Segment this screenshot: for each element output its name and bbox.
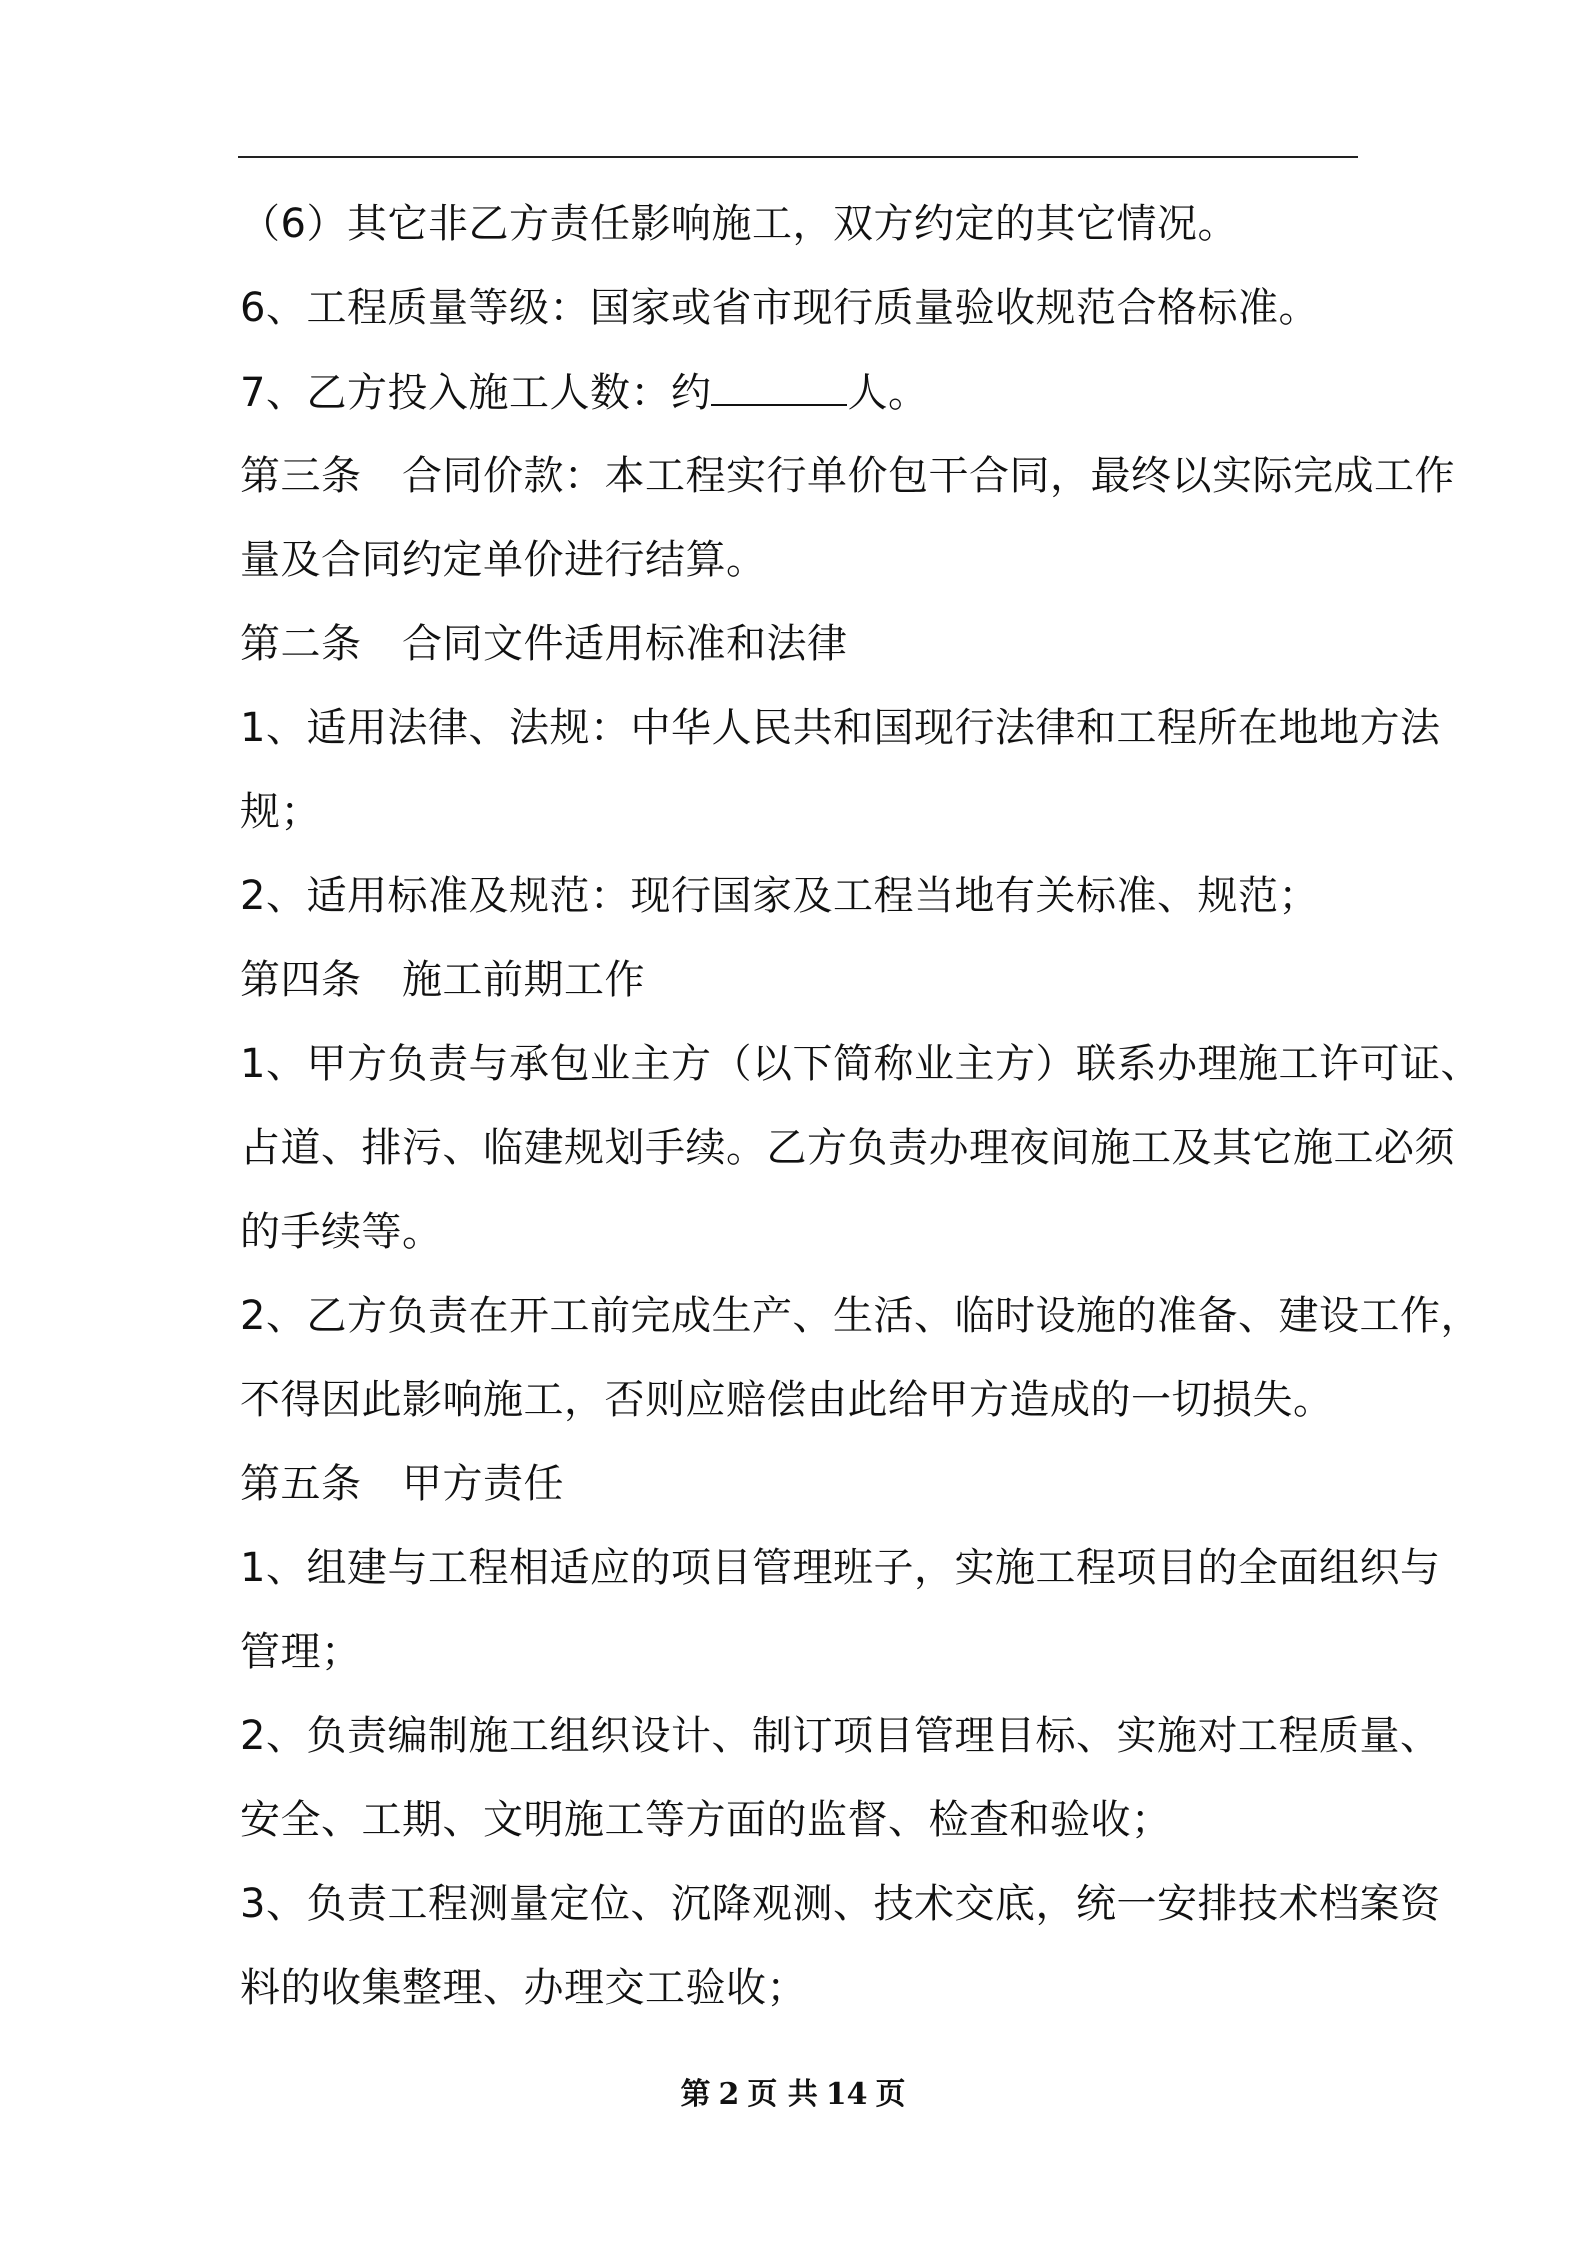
text-line: 不得因此影响施工，否则应赔偿由此给甲方造成的一切损失。 xyxy=(240,1377,1334,1423)
text-line: 1、组建与工程相适应的项目管理班子，实施工程项目的全面组织与 xyxy=(240,1545,1441,1591)
footer-suffix: 页 xyxy=(875,2077,906,2112)
text-segment: 7、乙方投入施工人数：约 xyxy=(240,370,712,416)
text-segment: 人。 xyxy=(847,370,929,416)
section-heading: 第五条 甲方责任 xyxy=(240,1461,564,1507)
text-line: 1、适用法律、法规：中华人民共和国现行法律和工程所在地地方法 xyxy=(240,705,1441,751)
text-line: 管理； xyxy=(240,1629,362,1675)
page-footer xyxy=(0,2077,1586,2113)
text-line: 料的收集整理、办理交工验收； xyxy=(240,1965,807,2011)
text-line: 3、负责工程测量定位、沉降观测、技术交底，统一安排技术档案资 xyxy=(240,1881,1441,1927)
total-page-count: 14 xyxy=(825,2077,868,2112)
fill-in-blank[interactable] xyxy=(711,368,847,406)
text-line: 2、适用标准及规范：现行国家及工程当地有关标准、规范； xyxy=(240,873,1319,919)
text-line: 的手续等。 xyxy=(240,1209,443,1255)
text-line: 安全、工期、文明施工等方面的监督、检查和验收； xyxy=(240,1797,1172,1843)
text-line: 2、乙方负责在开工前完成生产、生活、临时设施的准备、建设工作， xyxy=(240,1293,1481,1339)
text-line: 量及合同约定单价进行结算。 xyxy=(240,537,767,583)
text-line: （6）其它非乙方责任影响施工，双方约定的其它情况。 xyxy=(240,201,1238,247)
text-line: 6、工程质量等级：国家或省市现行质量验收规范合格标准。 xyxy=(240,285,1319,331)
current-page-number: 2 xyxy=(718,2077,740,2112)
text-line: 占道、排污、临建规划手续。乙方负责办理夜间施工及其它施工必须 xyxy=(240,1125,1455,1171)
section-heading: 第四条 施工前期工作 xyxy=(240,957,645,1003)
text-line: 2、负责编制施工组织设计、制订项目管理目标、实施对工程质量、 xyxy=(240,1713,1441,1759)
footer-mid: 页 共 xyxy=(747,2077,818,2112)
text-line: 第三条 合同价款：本工程实行单价包干合同，最终以实际完成工作 xyxy=(240,453,1455,499)
footer-prefix: 第 xyxy=(680,2077,711,2112)
section-heading: 第二条 合同文件适用标准和法律 xyxy=(240,621,848,667)
header-rule xyxy=(238,156,1358,158)
text-line: 1、甲方负责与承包业主方（以下简称业主方）联系办理施工许可证、 xyxy=(240,1041,1481,1087)
text-line: 规； xyxy=(240,789,321,835)
text-line-with-blank xyxy=(240,368,928,417)
